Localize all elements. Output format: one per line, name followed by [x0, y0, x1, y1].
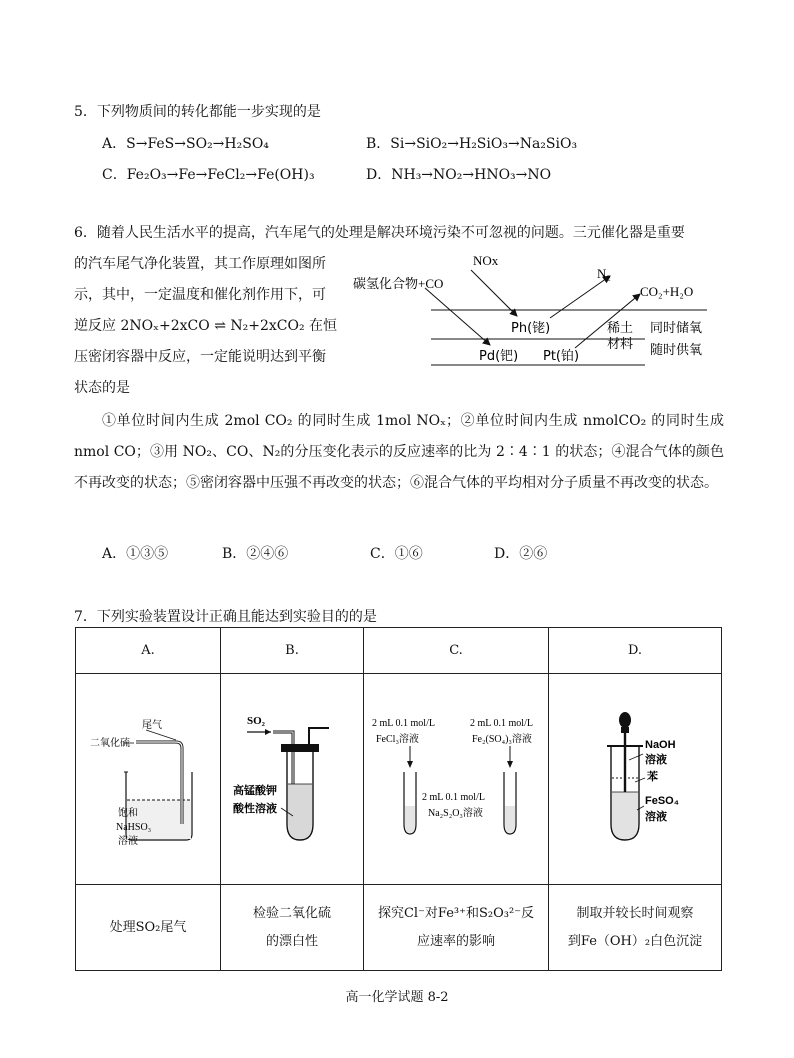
q6-intro: 6．随着人民生活水平的提高，汽车尾气的处理是解决环境污染不可忽视的问题。三元催化器是重要 — [74, 225, 685, 241]
label-kmno4-1: 高锰酸钾 — [233, 784, 277, 797]
q7-diagram-row — [76, 674, 722, 885]
outlet-tube — [309, 728, 329, 746]
label-tail-gas: 尾气 — [142, 720, 162, 731]
apparatus-a-cell — [76, 674, 221, 885]
label-feso4-2: 溶液 — [645, 810, 667, 823]
label-n2: N₂ — [597, 266, 611, 281]
q5-stem: 5．下列物质间的转化都能一步实现的是 — [74, 104, 321, 120]
label-c-mid-1: 2 mL 0.1 mol/L — [422, 792, 485, 803]
label-saturated-1: 饱和 — [118, 808, 138, 819]
label-oxygen-1: 同时储氧 — [650, 321, 703, 336]
column-header-d: D. — [549, 628, 722, 674]
label-co2-h2o: CO₂+H₂O — [640, 284, 694, 299]
q7-stem: 7．下列实验装置设计正确且能达到实验目的的是 — [74, 609, 377, 625]
dropper-bulb — [619, 712, 631, 728]
q5-option-b: B．Si→SiO₂→H₂SiO₃→Na₂SiO₃ — [366, 136, 578, 152]
label-saturated-3: 溶液 — [118, 836, 138, 847]
test-tube-b-liquid — [288, 784, 312, 839]
apparatus-d-cell — [549, 674, 722, 885]
q7-header-row — [76, 628, 722, 674]
apparatus-c — [364, 674, 548, 880]
label-saturated-2: NaHSO₃ — [116, 822, 152, 833]
q6-side-line-5: 状态的是 — [74, 380, 130, 396]
q6-conditions: ①单位时间内生成 2mol CO₂ 的同时生成 1mol NOₓ；②单位时间内生成 nmolCO₂ 的同时生成 nmol CO；③用 NO₂、CO、N₂的分压变化表示的反应速率的比为 2∶4∶1 的状态；④混合气体的颜色不再改变的状态；⑤密闭容器中压强不再改变的状态；⑥混合气体的平均相对分子质量不再改变的状态。 — [74, 413, 724, 491]
apparatus-c-cell — [364, 674, 549, 885]
q6-side-line-1: 的汽车尾气净化装置，其工作原理如图所 — [74, 256, 326, 272]
tail-gas-line — [146, 730, 176, 740]
column-header-a: A. — [76, 628, 221, 674]
label-oxygen-2: 随时供氧 — [650, 343, 703, 358]
label-pd: Pd(钯) — [479, 349, 519, 364]
apparatus-d — [549, 674, 721, 880]
caption-a: 处理SO₂尾气 — [76, 885, 221, 971]
label-c-right-1: 2 mL 0.1 mol/L — [470, 718, 533, 729]
label-benzene: 苯 — [647, 770, 658, 783]
caption-c: 探究Cl⁻对Fe³⁺和S₂O₃²⁻反 应速率的影响 — [364, 885, 549, 971]
q6-side-line-3: 逆反应 2NOₓ+2xCO ⇌ N₂+2xCO₂ 在恒 — [74, 318, 338, 334]
q6-option-c: C．①⑥ — [370, 546, 423, 562]
label-so2: 二氧化硫 — [90, 738, 130, 749]
q6-side-line-4: 压密闭容器中反应，一定能说明达到平衡 — [74, 349, 326, 365]
page-footer: 高一化学试题 8-2 — [345, 990, 449, 1005]
catalytic-converter-diagram — [345, 248, 725, 373]
arrow-nox — [471, 270, 517, 316]
arrow-hc-co — [425, 288, 490, 345]
stopper — [281, 744, 319, 752]
q5-option-d: D．NH₃→NO₂→HNO₃→NO — [366, 167, 552, 183]
label-rare-earth-2: 材料 — [607, 337, 634, 352]
column-header-c: C. — [364, 628, 549, 674]
q6-option-d: D．②⑥ — [494, 546, 548, 562]
caption-d: 制取并较长时间观察 到Fe（OH）₂白色沉淀 — [549, 885, 722, 971]
label-naoh-2: 溶液 — [645, 753, 667, 766]
label-c-mid-2: Na₂S₂O₃溶液 — [428, 808, 483, 819]
label-naoh-1: NaOH — [645, 739, 676, 751]
apparatus-b-cell — [221, 674, 364, 885]
q6-option-b: B．②④⑥ — [222, 546, 289, 562]
label-rh: Ph(铑) — [511, 321, 551, 336]
q6-option-a: A．①③⑤ — [102, 546, 169, 562]
test-tube-d-liquid — [612, 792, 638, 839]
label-c-left-2: FeCl₃溶液 — [376, 734, 419, 745]
label-rare-earth-1: 稀土 — [607, 321, 634, 336]
q7-apparatus-table — [75, 627, 722, 971]
column-header-b: B. — [221, 628, 364, 674]
label-kmno4-2: 酸性溶液 — [233, 802, 277, 815]
label-c-left-1: 2 mL 0.1 mol/L — [372, 718, 435, 729]
q6-side-line-2: 示，其中，一定温度和催化剂作用下，可 — [74, 287, 326, 303]
label-c-right-2: Fe₂(SO₄)₃溶液 — [472, 734, 532, 745]
q5-option-c: C．Fe₂O₃→Fe→FeCl₂→Fe(OH)₃ — [102, 167, 315, 183]
q5-option-a: A．S→FeS→SO₂→H₂SO₄ — [102, 136, 269, 152]
label-b-so2: SO₂ — [247, 715, 265, 727]
label-nox: NOx — [473, 253, 499, 268]
q7-caption-row — [76, 885, 722, 971]
label-feso4-1: FeSO₄ — [645, 795, 679, 807]
apparatus-a — [76, 674, 220, 880]
label-pt: Pt(铂) — [543, 349, 580, 364]
arrow-n2 — [550, 276, 610, 318]
label-hc-co: 碳氢化合物+CO — [353, 276, 444, 291]
apparatus-b — [221, 674, 363, 880]
caption-b: 检验二氧化硫 的漂白性 — [221, 885, 364, 971]
